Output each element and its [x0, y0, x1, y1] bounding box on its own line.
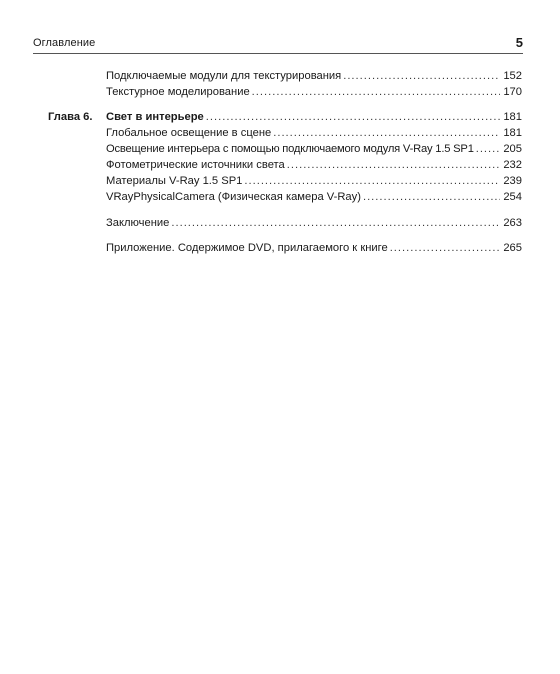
toc-entry-page: 170 — [503, 86, 522, 98]
toc-entry-title: Глобальное освещение в сцене — [106, 127, 272, 139]
dot-leader — [252, 84, 501, 100]
toc-entry-page: 152 — [503, 70, 522, 82]
toc-entry-page: 181 — [503, 111, 522, 123]
toc-entry-title: Приложение. Содержимое DVD, прилагаемого к книге — [106, 242, 388, 254]
toc-entry — [48, 157, 522, 173]
toc-entry — [48, 125, 522, 141]
toc-entry — [48, 215, 522, 231]
dot-leader — [343, 68, 500, 84]
toc-entry-title: VRayPhysicalCamera (Физическая камера V-Ray) — [106, 191, 361, 203]
dot-leader — [287, 157, 501, 173]
toc-entry-title: Фотометрические источники света — [106, 159, 285, 171]
toc-entry-page: 239 — [503, 175, 522, 187]
toc-entry-page: 254 — [503, 191, 522, 203]
toc-entry — [48, 68, 522, 84]
dot-leader — [244, 173, 500, 189]
toc-entry-title: Заключение — [106, 217, 170, 229]
toc-entry-title: Текстурное моделирование — [106, 86, 250, 98]
toc-entry-page: 265 — [503, 242, 522, 254]
toc-entry-title: Свет в интерьере — [106, 111, 204, 123]
toc-entry — [48, 240, 522, 256]
dot-leader — [206, 109, 501, 125]
page-number: 5 — [515, 35, 523, 50]
dot-leader — [363, 189, 500, 205]
toc-entry-page: 232 — [503, 159, 522, 171]
toc-entry — [48, 173, 522, 189]
dot-leader — [476, 141, 501, 157]
toc-chapter-label: Глава 6. — [48, 111, 93, 123]
toc-entry — [48, 141, 522, 157]
toc-entry — [48, 84, 522, 100]
running-header-title: Оглавление — [33, 37, 96, 49]
toc-entry — [48, 189, 522, 205]
toc-entry-page: 263 — [503, 217, 522, 229]
toc-entry-page: 181 — [503, 127, 522, 139]
dot-leader — [390, 240, 501, 256]
toc-entry-title: Подключаемые модули для текстурирования — [106, 70, 342, 82]
toc-entry-page: 205 — [503, 143, 522, 155]
toc-entry-title: Материалы V-Ray 1.5 SP1 — [106, 175, 243, 187]
dot-leader — [273, 125, 500, 141]
toc-chapter-entry — [48, 109, 522, 125]
toc-entry-title: Освещение интерьера с помощью подключаемого модуля V-Ray 1.5 SP1 — [106, 143, 474, 155]
dot-leader — [171, 215, 500, 231]
